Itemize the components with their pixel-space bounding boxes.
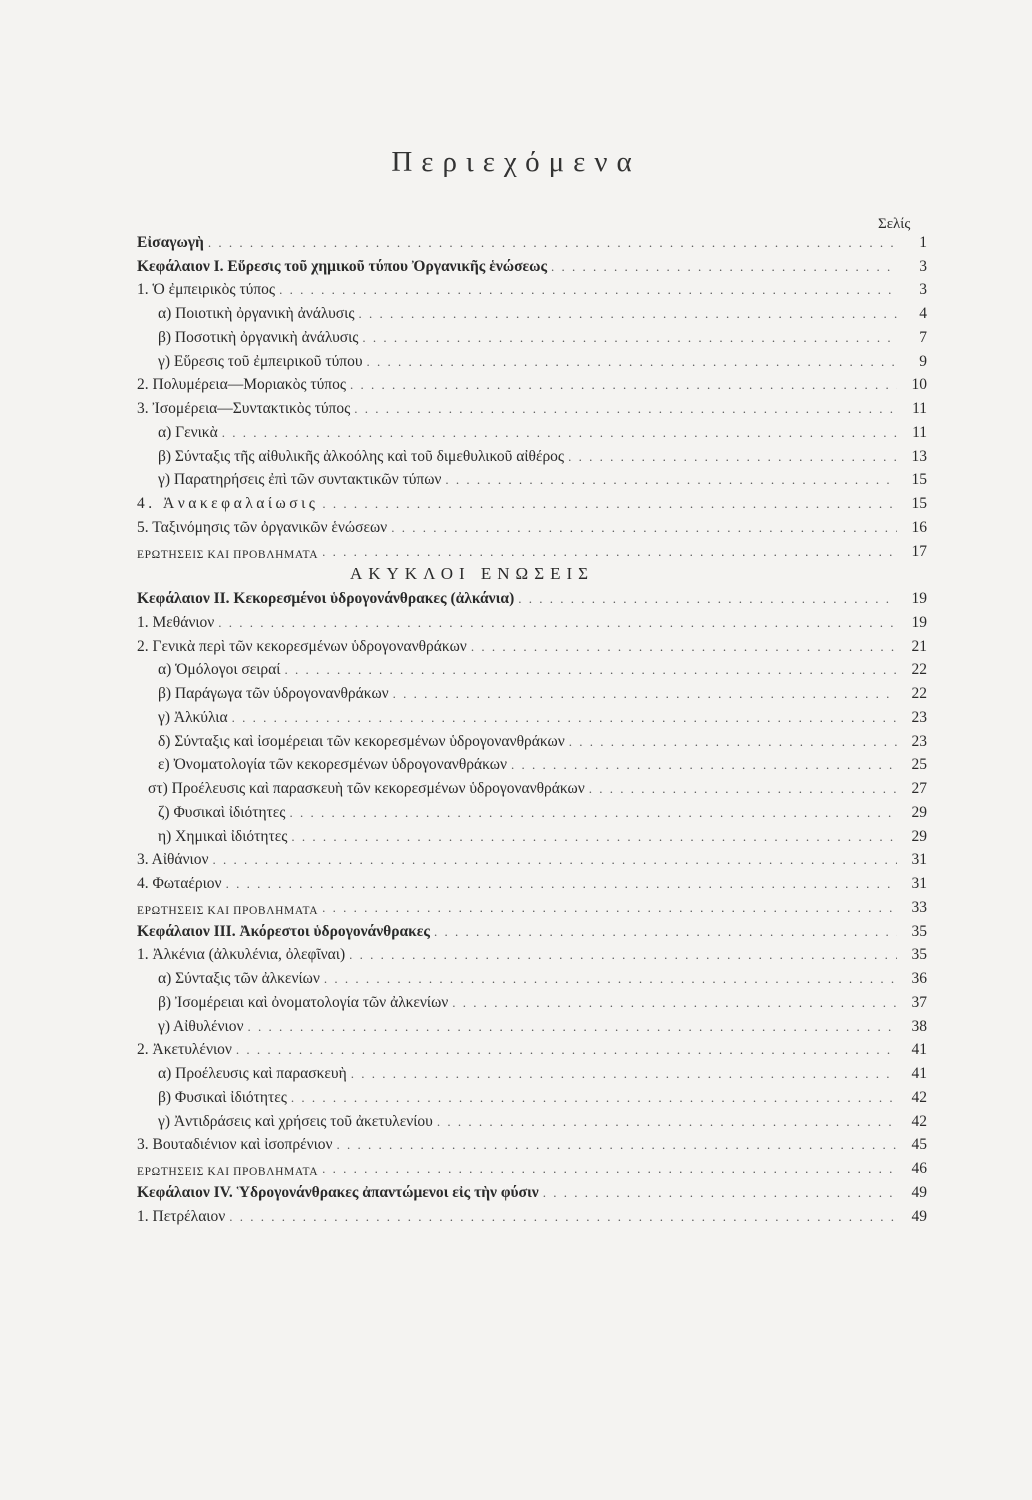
toc-entry-title: 4. Ἀνακεφαλαίωσις xyxy=(137,495,319,512)
toc-entry-title: ΕΡΩΤΗΣΕΙΣ ΚΑΙ ΠΡΟΒΛΗΜΑΤΑ xyxy=(137,1166,319,1178)
toc-entry-title: β) Ποσοτικὴ ὀργανικὴ ἀνάλυσις xyxy=(158,328,359,346)
toc-entry[interactable] xyxy=(137,1083,927,1107)
dot-leader xyxy=(568,450,897,463)
toc-entry-title: 2. Γενικὰ περὶ τῶν κεκορεσμένων ὑδρογονανθράκων xyxy=(137,637,467,655)
toc-entry-title: α) Ποιοτικὴ ὀργανικὴ ἀνάλυσις xyxy=(158,305,355,322)
toc-entry-page: 16 xyxy=(911,518,927,536)
dot-leader xyxy=(322,497,897,510)
toc-entry-page: 10 xyxy=(911,376,927,394)
dot-leader xyxy=(452,996,897,1009)
toc-entry[interactable] xyxy=(137,489,927,513)
dot-leader xyxy=(222,426,897,439)
toc-entry[interactable] xyxy=(137,632,927,656)
page-title: Περιεχόμενα xyxy=(391,146,641,178)
toc-entry-title: 1. Πετρέλαιον xyxy=(137,1207,226,1225)
dot-leader xyxy=(569,735,897,748)
toc-entry-title: 2. Ἀκετυλένιον xyxy=(137,1041,232,1059)
toc-entry[interactable] xyxy=(137,276,927,300)
toc-entry-title: β) Ἰσομέρειαι καὶ ὀνοματολογία τῶν ἀλκενίων xyxy=(158,993,449,1011)
dot-leader xyxy=(358,307,897,320)
toc-entry-title: α) Προέλευσις καὶ παρασκευὴ xyxy=(158,1065,347,1082)
toc-entry-title: γ) Αἰθυλένιον xyxy=(158,1017,244,1035)
toc-entry[interactable] xyxy=(137,442,927,466)
toc-entry[interactable] xyxy=(137,1154,927,1178)
toc-entry-title: γ) Ἀντιδράσεις καὶ χρήσεις τοῦ ἀκετυλενίου xyxy=(158,1112,433,1130)
dot-leader xyxy=(226,877,897,890)
toc-entry-page: 11 xyxy=(912,423,927,441)
toc-entry[interactable] xyxy=(137,846,927,870)
toc-entry-title: γ) Ἀλκύλια xyxy=(158,708,228,726)
page-column-label: Σελίς xyxy=(878,216,911,232)
toc-entry-title: β) Φυσικαὶ ἰδιότητες xyxy=(158,1088,287,1106)
toc-entry-page: 22 xyxy=(911,661,927,679)
toc-entry-page: 23 xyxy=(911,732,927,750)
dot-leader xyxy=(322,1162,897,1175)
dot-leader xyxy=(511,758,897,771)
toc-entry[interactable] xyxy=(137,988,927,1012)
dot-leader xyxy=(351,1067,897,1080)
toc-entry-title: Εἰσαγωγὴ xyxy=(137,233,204,251)
toc-entry-page: 3 xyxy=(919,257,927,275)
dot-leader xyxy=(279,283,897,296)
toc-entry-title: ΕΡΩΤΗΣΕΙΣ ΚΑΙ ΠΡΟΒΛΗΜΑΤΑ xyxy=(137,548,319,561)
toc-entry[interactable] xyxy=(137,774,927,798)
toc-entry[interactable] xyxy=(137,1131,927,1155)
dot-leader xyxy=(445,473,897,486)
toc-entry[interactable] xyxy=(137,822,927,846)
toc-entry-page: 42 xyxy=(911,1088,927,1106)
toc-entry[interactable] xyxy=(137,656,927,680)
toc-entry[interactable] xyxy=(137,727,927,751)
section-heading: ΑΚΥΚΛΟΙ ΕΝΩΣΕΙΣ xyxy=(349,564,595,584)
toc-entry-title: ΕΡΩΤΗΣΕΙΣ ΚΑΙ ΠΡΟΒΛΗΜΑΤΑ xyxy=(137,904,319,917)
toc-entry-page: 19 xyxy=(911,613,927,631)
toc-entry-page: 11 xyxy=(912,400,927,417)
toc-entry-title: ε) Ὀνοματολογία τῶν κεκορεσμένων ὑδρογονανθράκων xyxy=(158,756,507,774)
dot-leader xyxy=(589,782,897,795)
toc-entry-page: 22 xyxy=(911,685,927,702)
toc-entry-title: ζ) Φυσικαὶ ἰδιότητες xyxy=(158,803,286,821)
toc-entry[interactable] xyxy=(137,584,927,608)
toc-entry-title: δ) Σύνταξις καὶ ἰσομέρειαι τῶν κεκορεσμένων ὑδρογονανθράκων xyxy=(158,732,565,750)
toc-entry-title: 3. Αἰθάνιον xyxy=(137,851,209,869)
dot-leader xyxy=(324,972,897,985)
toc-entry[interactable] xyxy=(137,1107,927,1131)
dot-leader xyxy=(213,853,898,866)
toc-entry-page: 31 xyxy=(911,851,927,869)
toc-entry-title: β) Παράγωγα τῶν ὑδρογονανθράκων xyxy=(158,685,389,702)
toc-entry[interactable] xyxy=(137,941,927,965)
toc-entry-title: Κεφάλαιον ΙΙΙ. Ἀκόρεστοι ὑδρογονάνθρακες xyxy=(137,922,430,940)
toc-entry[interactable] xyxy=(137,1036,927,1060)
toc-entry-page: 27 xyxy=(911,780,927,797)
toc-entry-title: α) Γενικὰ xyxy=(158,423,218,441)
toc-entry[interactable] xyxy=(137,798,927,822)
dot-leader xyxy=(437,1115,897,1128)
toc-entry-page: 19 xyxy=(911,590,927,607)
toc-entry-title: η) Χημικαὶ ἰδιότητες xyxy=(158,827,288,845)
dot-leader xyxy=(229,1210,897,1223)
toc-entry-page: 15 xyxy=(911,495,927,512)
toc-entry-page: 31 xyxy=(911,875,927,892)
dot-leader xyxy=(218,616,897,629)
toc-entry-title: στ) Προέλευσις καὶ παρασκευὴ τῶν κεκορεσμένων ὑδρογονανθράκων xyxy=(148,780,585,797)
dot-leader xyxy=(236,1043,897,1056)
toc-entry[interactable] xyxy=(137,418,927,442)
toc-entry[interactable] xyxy=(137,964,927,988)
dot-leader xyxy=(471,640,897,653)
toc-entry-page: 21 xyxy=(911,637,927,655)
toc-entry[interactable] xyxy=(137,323,927,347)
dot-leader xyxy=(322,545,897,558)
toc-entry-page: 38 xyxy=(911,1017,927,1035)
table-of-contents xyxy=(137,228,927,1226)
toc-entry[interactable] xyxy=(137,893,927,917)
toc-entry[interactable] xyxy=(137,513,927,537)
toc-entry[interactable] xyxy=(137,228,927,252)
toc-entry-title: β) Σύνταξις τῆς αἰθυλικῆς ἀλκοόλης καὶ τοῦ διμεθυλικοῦ αἰθέρος xyxy=(158,447,565,465)
toc-entry-title: α) Σύνταξις τῶν ἀλκενίων xyxy=(158,970,320,987)
toc-entry-page: 35 xyxy=(911,922,927,940)
toc-entry-title: 5. Ταξινόμησις τῶν ὀργανικῶν ἑνώσεων xyxy=(137,518,388,536)
dot-leader xyxy=(322,901,897,914)
dot-leader xyxy=(291,830,897,843)
toc-entry-page: 35 xyxy=(911,946,927,964)
toc-entry[interactable] xyxy=(137,252,927,276)
toc-entry-page: 45 xyxy=(911,1136,927,1154)
toc-entry-page: 42 xyxy=(911,1112,927,1130)
dot-leader xyxy=(367,355,898,368)
toc-entry-page: 41 xyxy=(911,1065,927,1082)
toc-entry[interactable] xyxy=(137,917,927,941)
dot-leader xyxy=(391,521,897,534)
toc-entry-title: γ) Εὕρεσις τοῦ ἐμπειρικοῦ τύπου xyxy=(158,352,363,370)
toc-entry-title: 3. Ἰσομέρεια—Συντακτικὸς τύπος xyxy=(137,400,351,417)
dot-leader xyxy=(291,1091,897,1104)
toc-entry-page: 41 xyxy=(911,1041,927,1059)
toc-entry[interactable] xyxy=(137,299,927,323)
dot-leader xyxy=(247,1020,897,1033)
toc-entry-page: 29 xyxy=(911,803,927,821)
toc-entry[interactable] xyxy=(137,608,927,632)
toc-entry[interactable] xyxy=(137,1012,927,1036)
dot-leader xyxy=(362,331,897,344)
toc-entry-page: 17 xyxy=(911,542,927,560)
toc-entry[interactable] xyxy=(137,466,927,490)
dot-leader xyxy=(518,592,897,605)
dot-leader xyxy=(349,948,897,961)
toc-entry-title: 4. Φωταέριον xyxy=(137,875,222,892)
toc-entry-page: 13 xyxy=(911,447,927,465)
toc-entry-page: 7 xyxy=(919,328,927,346)
toc-entry-page: 46 xyxy=(911,1160,927,1177)
toc-entry[interactable] xyxy=(137,347,927,371)
toc-entry-page: 29 xyxy=(911,827,927,845)
toc-entry-page: 23 xyxy=(911,708,927,726)
toc-entry-page: 9 xyxy=(919,352,927,370)
toc-entry[interactable] xyxy=(137,679,927,703)
toc-entry-page: 37 xyxy=(911,993,927,1011)
toc-entry[interactable] xyxy=(137,869,927,893)
toc-entry[interactable] xyxy=(137,537,927,561)
toc-entry-title: Κεφάλαιον IV. Ὑδρογονάνθρακες ἀπαντώμενοι εἰς τὴν φύσιν xyxy=(137,1183,539,1201)
toc-entry[interactable] xyxy=(137,1178,927,1202)
toc-entry-page: 36 xyxy=(911,970,927,987)
toc-entry[interactable] xyxy=(137,751,927,775)
toc-entry-title: Κεφάλαιον Ι. Εὕρεσις τοῦ χημικοῦ τύπου Ὀργανικῆς ἑνώσεως xyxy=(137,257,548,275)
toc-entry-title: 1. Ἀλκένια (ἀλκυλένια, ὀλεφῖναι) xyxy=(137,946,346,964)
toc-entry-title: α) Ὁμόλογοι σειραί xyxy=(158,661,281,679)
toc-entry-title: 3. Βουταδιένιον καὶ ἰσοπρένιον xyxy=(137,1136,333,1154)
toc-entry[interactable] xyxy=(137,1202,927,1226)
toc-entry-page: 1 xyxy=(919,233,927,251)
toc-entry[interactable] xyxy=(137,371,927,395)
dot-leader xyxy=(350,378,897,391)
dot-leader xyxy=(232,711,897,724)
dot-leader xyxy=(393,687,897,700)
dot-leader xyxy=(354,402,897,415)
toc-entry-title: γ) Παρατηρήσεις ἐπὶ τῶν συντακτικῶν τύπων xyxy=(158,471,442,489)
dot-leader xyxy=(434,925,897,938)
toc-entry-page: 15 xyxy=(911,471,927,489)
toc-entry-page: 33 xyxy=(911,898,927,916)
dot-leader xyxy=(208,236,897,249)
toc-entry-page: 3 xyxy=(919,281,927,299)
dot-leader xyxy=(543,1186,897,1199)
toc-entry[interactable] xyxy=(137,1059,927,1083)
toc-entry-page: 25 xyxy=(911,756,927,774)
toc-entry-title: Κεφάλαιον ΙΙ. Κεκορεσμένοι ὑδρογονάνθρακες (ἀλκάνια) xyxy=(137,590,515,607)
toc-entry-page: 49 xyxy=(911,1183,927,1201)
toc-entry-title: 1. Ὁ ἐμπειρικὸς τύπος xyxy=(137,281,276,299)
toc-entry-title: 1. Μεθάνιον xyxy=(137,613,215,631)
dot-leader xyxy=(284,663,897,676)
toc-entry-title: 2. Πολυμέρεια—Μοριακὸς τύπος xyxy=(137,376,346,394)
toc-entry-page: 4 xyxy=(919,305,927,322)
toc-entry[interactable] xyxy=(137,703,927,727)
dot-leader xyxy=(337,1138,897,1151)
dot-leader xyxy=(551,260,897,273)
toc-entry[interactable] xyxy=(137,394,927,418)
dot-leader xyxy=(289,806,897,819)
toc-entry-page: 49 xyxy=(911,1207,927,1225)
